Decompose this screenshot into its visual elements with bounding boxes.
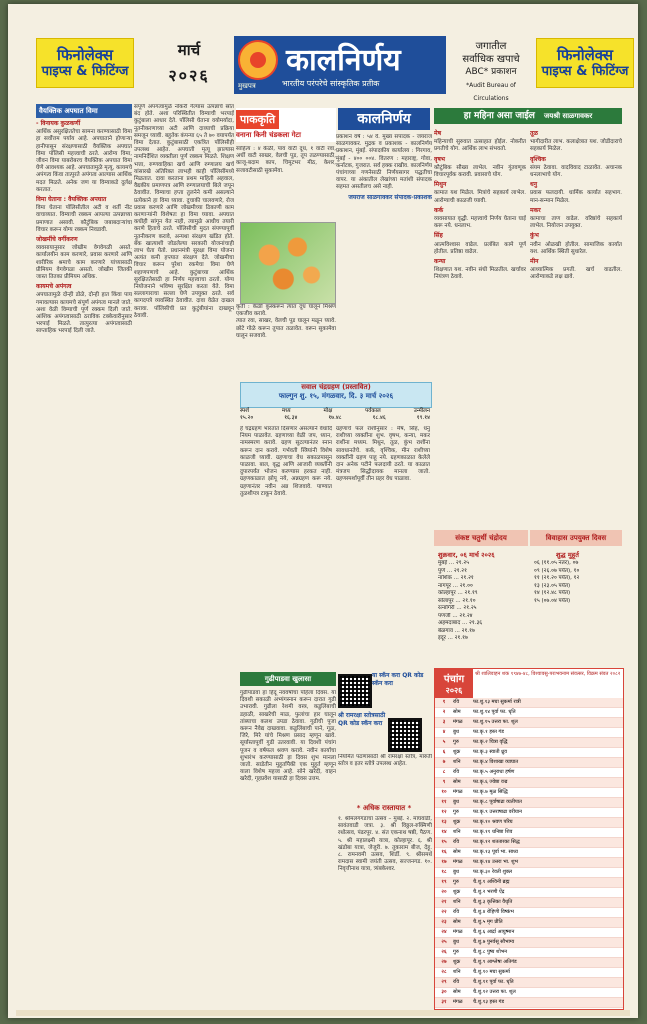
panchang-year: २०२६ [445,686,463,695]
panchang-row [435,818,623,828]
panchang-cell: १५ [441,839,447,845]
panchang-cell: ९ [442,779,446,785]
masthead [234,36,446,94]
qr-code-icon[interactable] [338,674,372,708]
sankasht-row: इंदूर ... २१.१७ [438,635,468,641]
panchang-row [435,898,623,908]
ad-product: पाइप्स & फिटिंग्ज [41,64,129,79]
qr-text: नियमित पठणासाठी श्री रामरक्षा स्तोत्र, मारुती स्तोत्र व इतर स्तोत्रे उपलब्ध आहेत. [338,754,432,768]
finolex-ad-right [536,38,634,88]
panchang-tag [435,669,473,698]
panchang-row [435,928,623,938]
panchang-cell: फा.शु.१५ उत्तरा फा. शूल [473,719,518,725]
panchang-cell: ३१ [441,999,447,1005]
sankasht-row: पणजी ... २१.२४ [438,612,473,619]
panchang-row [435,728,623,738]
panchang-cell: सोम [453,919,461,925]
panchang-cell: ७ [442,759,446,765]
finolex-ad-left [36,38,134,88]
panchang-cell: मंगळ [453,719,463,725]
adhik-text: १. श्रीमलंगगडाचा उत्सव – मुंबई. २. माघवाडी, सावंतवाडी जत्रा. ३. श्री विठ्ठल-रुक्मिणी रथोत्सव, पंढरपूर. ४. संत एकनाथ षष्ठी, पैठण. ५. श्री महालक्ष्मी यात्रा, कोल्हापूर. ६. श्री खंडोबा यात्रा, जेजुरी. ७. तुकाराम बीज, देहू. ८. रामनवमी उत्सव, शिर्डी. ९. श्रीसमर्थ रामदास स्वामी जयंती उत्सव, सज्जनगड. १०. निवृत्तीनाथ यात्रा, त्र्यंबकेश्वर. [338,816,432,873]
horoscope-text: कामात यश मिळेल. मित्रांचे सहकार्य लाभेल. आरोग्याची काळजी घ्यावी. [434,190,526,204]
panchang-cell: शनि [453,899,461,905]
recipe-ingredients [236,146,336,220]
panchang-cell: २१ [441,899,447,905]
month-forecast-author: जयश्री साळगावकर [544,112,593,120]
sun-logo-icon [238,40,278,80]
eclipse-header-row [240,408,430,415]
eclipse-col: मोक्ष [323,408,333,414]
vivah-row: १४ (१२.४८ पर्यंत) [534,590,571,596]
sankasht-table [438,560,528,643]
panchang-cell: २० [441,889,447,895]
recipe-logo: पाककृति [236,110,279,129]
panchang-cell: २ [442,709,446,715]
eclipse-value-row [240,415,430,422]
panchang-info: श्री शालिवाहन शक १९४७-४८, विश्वावसु-पराभवनाम संवत्सर, विक्रम संवत २०८२ [475,671,621,677]
panchang-cell: शुक्र [453,749,461,755]
article-insurance [36,104,132,1010]
eclipse-val: १७.४८ [328,415,342,421]
sign-label: कन्या [434,258,446,266]
sign-label: सिंह [434,232,443,240]
recipe-title: वनाना किनी चंडकला गेटा [236,131,301,139]
recipe-photo [240,222,336,304]
panchang-cell: १३ [441,819,447,825]
eclipse-val: १८.४६ [372,415,386,421]
panchang-cell: मंगळ [453,789,463,795]
sankasht-row: बेळगाव ... २१.१७ [438,627,475,634]
editorial-body: प्रकाशन वर्ष : ५४ वे. मुख्य संपादक - जयराज साळगावकर. मुद्रक व प्रकाशक - कालनिर्णय प्रकाशन, मुंबई. संपादकीय कार्यालय : गिरगाव, मुंबई - ४०० ००४. वितरण : महाराष्ट्र, गोवा, कर्नाटक, गुजरात. सर्व हक्क राखीव. कालनिर्णय पंचांगाच्या गणनेसाठी निर्णयसागर पद्धतीचा वापर. या अंकातील लेखांच्या मतांशी संपादक सहमत असतीलच असे नाही. [336,134,432,191]
panchang-cell: २४ [441,929,447,935]
panchang-cell: फा.कृ.१० श्रवण परिघ [473,819,513,825]
panchang-cell: बुध [453,869,459,875]
panchang-header [435,669,623,698]
article-author: - विनायक कुळकर्णी [36,120,81,127]
panchang-cell: रवि [453,839,460,845]
panchang-row [435,958,623,968]
month-forecast-title [434,108,622,124]
horoscope-text: संयम ठेवावा. वादविवाद टाळावेत. अचानक धनलाभाचे योग. [530,164,622,179]
panchang-cell: चै.शु.३ कृत्तिका वैधृति [473,899,513,905]
vivah-table [534,560,622,605]
panchang-cell: सोम [453,779,461,785]
panchang-cell: ३ [442,719,446,725]
panchang-cell: मंगळ [453,859,463,865]
sign-label: कुंभ [530,232,539,240]
panchang-cell: २२ [441,909,447,915]
panchang-cell: २६ [441,949,447,955]
panchang-row [435,748,623,758]
calendar-page [8,4,638,1018]
panchang-cell: फा.कृ.७ मूळ सिद्धि [473,789,508,795]
recipe-method [236,304,336,378]
vivah-title: विवाहास उपयुक्त दिवस [530,530,622,546]
horoscope-right [530,128,622,526]
panchang-cell: मंगळ [453,999,463,1005]
panchang-cell: शनि [453,829,461,835]
sankasht-row: सोलापूर ... २१.१० [438,597,476,604]
footer-strip [16,1010,630,1016]
vivah-row: ०९ (२६.०७ पर्यंत), १० [534,567,580,574]
panchang-rows [435,698,623,1008]
panchang-cell: २७ [441,959,447,965]
sankasht-title: संकष्ट चतुर्थी चंद्रोदय [434,530,528,546]
sign-label: तूळ [530,130,538,137]
article-subheading-2: जोखमींचे वर्गीकरण [36,236,78,244]
panchang-cell: १८ [441,869,447,875]
editorial-footer: जयराज साळगावकर संपादक-प्रकाशक [348,193,432,201]
panchang-cell: फा.कृ.३० रेवती शुक्ल [473,869,513,875]
panchang-cell: रवि [453,979,460,985]
sign-label: मिथुन [434,181,447,189]
adhik-title: * अधिक रास्तायात * [356,804,412,812]
panchang-row [435,738,623,748]
panchang-cell: १४ [441,829,447,835]
panchang-row [435,948,623,958]
horoscope-text: भागीदारीत लाभ. कलाक्षेत्रात यश. जोडीदाराचे सहकार्य मिळेल. [530,139,622,153]
panchang-cell: रवि [453,769,460,775]
sign-label: कर्क [434,206,444,214]
panchang-row [435,988,623,998]
panchang-cell: २८ [441,969,447,975]
panchang-row [435,838,623,848]
gudhipadwa-text: गुढीपाडवा हा हिंदू नववर्षाचा पहिला दिवस. या दिवशी सकाळी अभ्यंगस्नान करून दारात गुढी उभारावी. गुढीला रेशमी वस्त्र, कडुलिंबाची डहाळी, साखरेची माळ, फुलांचा हार घालून तांब्याचा कलश उपडा ठेवावा. गुढीची पूजा करून नैवेद्य दाखवावा. कडुलिंबाची पाने, गूळ, जिरे, मिरे यांचे मिश्रण प्रसाद म्हणून खावे. सूर्यास्तापूर्वी गुढी उतरवावी. या दिवशी पंचांग पूजन व वर्षफल श्रवण करावे. नवीन कार्याचा शुभारंभ करण्यासाठी हा दिवस शुभ मानला जातो. साडेतीन मुहूर्तांपैकी एक मुहूर्त म्हणून याला विशेष महत्त्व आहे. सोने खरेदी, वाहन खरेदी, गृहप्रवेश यासाठी हा दिवस उत्तम. [240,690,336,783]
sankasht-row: कोल्हापूर ... २१.१९ [438,590,478,596]
sign-label: मीन [530,258,539,266]
masthead-tagline: भारतीय परंपरेचे सांस्कृतिक प्रतीक [282,79,380,88]
panchang-cell: फा.कृ.४ विशाखा व्याघात [473,759,519,765]
eclipse-val: १६.३४ [284,415,298,421]
panchang-row [435,718,623,728]
horoscope-text: व्यवसायात वृद्धी. महत्त्वाचे निर्णय घेताना घाई करू नये. धनलाभ. [434,216,526,230]
panchang-cell: बुध [453,939,459,945]
eclipse-col: उन्मीलन [413,408,430,414]
pub-line2: सर्वाधिक खपाचे [462,54,520,65]
panchang-cell: चै.शु.४ रोहिणी विष्कंभ [473,909,514,915]
panchang-cell: सोम [453,989,461,995]
panchang-cell: मंगळ [453,929,463,935]
sankasht-row: रत्नागिरी ... २१.२५ [438,605,477,611]
panchang-cell: चै.शु.५ मृग प्रीति [473,919,503,925]
panchang-row [435,808,623,818]
panchang-row [435,708,623,718]
article-subheading-3: कायमचे अपंगत्व [36,283,72,291]
panchang-table [434,668,624,1010]
month-label [144,40,234,86]
article-body: विमा घेताना पॉलिसीतील अटी व शर्ती नीट वाचाव्यात. विम्याची रक्कम आपल्या उत्पन्नाच्या प्रमाणात असावी. कौटुंबिक जबाबदाऱ्यांचा विचार करून योग्य रक्कम निवडावी. [36,205,132,233]
eclipse-val: १९.१४ [416,415,430,421]
article-body: व्यवसायानुसार जोखीम वेगवेगळी असते. कार्यालयीन काम करणारे, प्रवास करणारे आणि शारीरिक श्रमाचे काम करणारे यांच्यासाठी प्रीमियम वेगवेगळा असतो. जोखीम जितकी जास्त तितका प्रीमियम अधिक. [36,245,132,281]
vivah-row: ०६ (११.०५ नंतर), ०७ [534,560,579,566]
eclipse-banner [240,382,432,408]
sankasht-date: शुक्रवार, ०६ मार्च २०२६ [438,551,495,559]
panchang-cell: चै.शु.२ भरणी ऐंद्र [473,889,505,895]
masthead-title: कालनिर्णय [286,43,401,78]
panchang-cell: गुरु [453,879,459,885]
panchang-cell: बुध [453,799,459,805]
article-body: आर्थिक असुरक्षिततेचा सामना करण्यासाठी विमा हा सर्वोत्तम पर्याय आहे. अपघाताने होणाऱ्या हानीपासून संरक्षणासाठी वैयक्तिक अपघात विमा पॉलिसी महत्त्वाची ठरते. आरोग्य विमा, जीवन विमा याबरोबरच वैयक्तिक अपघात विमा घेणे आवश्यक आहे. अपघातामुळे मृत्यू, कायमचे अपंगत्व किंवा तात्पुरते अपंगत्व आल्यास आर्थिक मदत मिळते. अनेक जण या विम्याकडे दुर्लक्ष करतात. [36,129,132,193]
panchang-cell: चै.शु.८ पुष्य शोभन [473,949,508,955]
panchang-row [435,888,623,898]
panchang-row [435,998,623,1008]
adhik-list [338,816,432,1006]
horoscope-text: कौटुंबिक सौख्य लाभेल. नवीन गुंतवणूक विचारपूर्वक करावी. प्रवासाचे योग. [434,164,526,179]
panchang-cell: चै.शु.१३ हस्त गंड [473,999,505,1005]
panchang-cell: ६ [442,749,446,755]
panchang-row [435,798,623,808]
horoscope-text: नवीन ओळखी होतील. सामाजिक कार्यात यश. आर्थिक स्थिती सुधारेल. [530,241,622,255]
panchang-tag-label: पंचांग [443,674,465,685]
sign-label: वृश्चिक [530,155,546,163]
masthead-small: मुखपत्र [238,82,256,90]
eclipse-date: फाल्गुन शु. १५, मंगळवार, दि. ३ मार्च २०२६ [278,392,394,400]
panchang-cell: शनि [453,969,461,975]
panchang-row [435,908,623,918]
recipe-caption: कृती : केळी कुस्करून त्यात दूध घालून मिश्रण एकजीव करावे. [236,304,336,318]
panchang-cell: ४ [442,729,446,735]
panchang-cell: शनि [453,759,461,765]
article-title: वैयक्तिक अपघात विमा [36,104,132,118]
panchang-cell: फा.कृ.८ पूर्वाषाढा व्यतीपात [473,799,522,805]
vivah-row: १५ (०७.०४ पर्यंत) [534,597,571,604]
panchang-cell: १० [441,789,447,795]
panchang-cell: चै.शु.९ आश्लेषा अतिगंड [473,959,517,965]
panchang-row [435,788,623,798]
vivah-subtitle: शुद्ध मुहूर्त [556,551,579,559]
month-name: मार्च [177,41,201,59]
eclipse-body: ग्रहणाचे फल राशीनुसार : मेष, सिंह, धनु राशीच्या व्यक्तींना शुभ. वृषभ, कन्या, मकर राशींना मध्यम. मिथुन, तूळ, कुंभ राशींना सावधानतेचे. कर्क, वृश्चिक, मीन राशीच्या व्यक्तींनी ग्रहण पाहू नये. ग्रहणकाळात केलेले दान अनेक पटीने फलदायी ठरते. या काळात मंत्रजप सिद्धीदायक मानला जातो. ग्रहणस्पर्शापूर्वी तीन प्रहर वेध पाळावा. [336,426,430,483]
panchang-cell: १७ [441,859,447,865]
panchang-cell: फा.कृ.१३ पूर्वा भा. साध्य [473,849,518,855]
eclipse-times [240,408,430,422]
publication-note [448,40,534,105]
horoscope-text: कामाचा ताण वाढेल. वरिष्ठांचे सहकार्य लाभेल. नियोजन उपयुक्त. [530,216,622,230]
horoscope-text: महिन्याची सुरुवात उत्साहात होईल. नोकरीत प्रगतीचे योग. आर्थिक लाभ संभवतो. [434,139,526,153]
panchang-cell: चै.शु.१० मघा सुकर्मा [473,969,510,975]
panchang-cell: १ [442,699,446,705]
panchang-cell: गुरु [453,809,459,815]
panchang-row [435,778,623,788]
panchang-row [435,698,623,708]
gudhipadwa-title: गुढीपाडवा खुलासा [240,672,336,686]
panchang-row [435,978,623,988]
panchang-cell: २९ [441,979,447,985]
panchang-row [435,938,623,948]
horoscope-text: आत्मविश्वास वाढेल. प्रलंबित कामे पूर्ण होतील. प्रतिष्ठा वाढेल. [434,241,526,255]
panchang-cell: फा.कृ.२ चित्रा वृद्धि [473,739,508,745]
pub-line3: ABC* प्रकाशन [465,67,517,77]
article-body: अपघातामुळे दोन्ही डोळे, दोन्ही हात किंवा पाय गमावल्यास कायमचे संपूर्ण अपंगत्व मानले जाते. अशा वेळी विम्याची पूर्ण रक्कम दिली जाते. आंशिक अपंगत्वासाठी ठराविक टक्केवारीनुसार भरपाई मिळते. तात्पुरत्या अपंगत्वासाठी साप्ताहिक भरपाई दिली जाते. [36,292,132,335]
year: २०२६ [168,66,210,85]
panchang-cell: शुक्र [453,959,461,965]
panchang-row [435,768,623,778]
sign-label: मेष [434,130,442,137]
panchang-cell: २३ [441,919,447,925]
panchang-cell: चै.शु.१२ उत्तरा फा. शूल [473,989,516,995]
ad-brand: फिनोलेक्स [556,46,614,64]
ad-brand: फिनोलेक्स [56,46,114,64]
eclipse-notes-right [336,426,430,666]
article-continued [134,104,234,1010]
horoscope-text: आध्यात्मिक प्रगती. खर्च वाढतील. आरोग्याकडे लक्ष द्यावे. [530,267,622,281]
panchang-cell: बुध [453,729,459,735]
panchang-cell: गुरु [453,739,459,745]
pub-audit: *Audit Bureau of Circulations [466,82,516,102]
panchang-cell: ३० [441,989,447,995]
horoscope-text: शिक्षणात यश. नवीन संधी मिळतील. खर्चावर नियंत्रण ठेवावे. [434,267,526,281]
panchang-cell: शुक्र [453,819,461,825]
article-subheading-1: विमा घेताना : वैयक्तिक अपघात [36,196,107,204]
panchang-cell: चै.शु.१ अश्विनी ब्रह्म [473,879,510,885]
vivah-row: १३ (२३.०५ पर्यंत) [534,582,571,589]
eclipse-val: १५.२० [240,415,254,421]
eclipse-body: हे चंद्रग्रहण भारतात दिसणार असल्याने वेधादि नियम पाळावेत. ग्रहणाच्या वेळी जप, ध्यान, नामस्मरण करावे. ग्रहण सुटल्यानंतर स्नान करून दान करावे. गर्भवती स्त्रियांनी विशेष काळजी घ्यावी. ग्रहणाचा वेध सकाळपासून पाळावा. बाल, वृद्ध आणि आजारी व्यक्तींनी दुपारपर्यंत भोजन करण्यास हरकत नाही. ग्रहणकाळात झोपू नये, अन्नग्रहण करू नये. ग्रहणानंतर नवीन अन्न शिजवावे. पाण्यात तुळशीपत्र टाकून ठेवावे. [240,426,332,497]
sankasht-row: नाशिक ... २१.२१ [438,575,474,581]
eclipse-col: पर्वकाल [365,408,381,414]
panchang-cell: गुरु [453,949,459,955]
panchang-row [435,968,623,978]
panchang-cell: फा.कृ.१२ शततारका सिद्ध [473,839,520,845]
recipe-body: साहित्य : ४ केळी, पाव वाटी दूध, १ वाटी रवा, अर्धी वाटी साखर, वेलची पूड, तूप तळण्यासाठी, काजू-बदाम काप, चिमूटभर मीठ, केशर, सजावटीसाठी सुकामेवा. [236,146,336,174]
panchang-row [435,858,623,868]
vivah-row: ११ (२१.२० पर्यंत), १२ [534,575,580,581]
sankasht-row: अहमदाबाद ... २१.३६ [438,620,483,626]
panchang-row [435,828,623,838]
eclipse-notes-left [240,426,332,666]
panchang-cell: १२ [441,809,447,815]
pub-line1: जगातील [475,41,507,52]
panchang-cell: २५ [441,939,447,945]
panchang-cell: फा.शु.१४ पूर्वा फा. धृति [473,709,516,715]
panchang-cell: फा.कृ.६ ज्येष्ठा वज्र [473,779,508,785]
eclipse-col: स्पर्श [240,408,250,414]
panchang-cell: सोम [453,709,461,715]
panchang-row [435,758,623,768]
panchang-cell: सोम [453,849,461,855]
panchang-cell: फा.शु.१३ मघा सुकर्मा रात्री [473,699,521,705]
sign-label: वृषभ [434,155,446,163]
panchang-cell: फा.कृ.११ धनिष्ठा शिव [473,829,513,835]
panchang-cell: ११ [441,799,447,805]
recipe-header [236,108,336,142]
sign-label: मकर [530,206,541,214]
panchang-row [435,918,623,928]
qr-note-2: श्री रामरक्षा स्तोत्रसाठी QR कोड स्कॅन करा [338,712,386,727]
month-forecast-heading: हा महिना असा जाईल [463,111,535,121]
recipe-body: त्यात रवा, साखर, वेलची पूड घालून मळून घ्यावे. छोटे गोळे करून तुपात तळावेत. वरून सुकामेवा घालून सजवावे. [236,318,336,339]
sankasht-row: मुंबई ... २१.२५ [438,560,470,566]
panchang-cell: १९ [441,879,447,885]
panchang-cell: चै.शु.६ आर्द्रा आयुष्मान [473,929,515,935]
eclipse-title: सवाल चंद्रग्रहण (प्रस्तावित) [301,383,371,391]
panchang-cell: फा.कृ.१४ उत्तरा भा. शुभ [473,859,518,865]
editorial-box [336,134,432,374]
panchang-cell: ८ [442,769,446,775]
header [16,28,630,100]
panchang-cell: चै.शु.११ पूर्वा फा. धृति [473,979,514,985]
sign-label: धनु [530,181,538,189]
gudhipadwa-body [240,690,336,1006]
horoscope-left [434,128,526,526]
sankasht-row: नागपूर ... २१.०० [438,582,473,589]
ad-product: पाइप्स & फिटिंग्ज [541,64,629,79]
panchang-cell: शुक्र [453,889,461,895]
sankasht-row: पुणे ... २१.२१ [438,567,468,574]
panchang-cell: ५ [442,739,446,745]
panchang-row [435,868,623,878]
qr-section-body [338,754,432,802]
qr-code-icon[interactable] [388,718,422,752]
panchang-cell: फा.कृ.५ अनुराधा हर्षण [473,769,515,775]
panchang-row [435,878,623,888]
panchang-cell: फा.कृ.३ स्वाती ध्रुव [473,749,507,755]
panchang-cell: रवि [453,909,460,915]
qr-note: या स्कॅन करा QR कोड स्कॅन करा [372,672,424,687]
panchang-row [435,848,623,858]
article-body: संपूर्ण अपंगत्वामुळे नोकरी गेल्यास उत्पन्नाचे स्रोत बंद होते. अशा परिस्थितीत विम्याची भरपाई कुटुंबाला आधार देते. पॉलिसी घेताना वयोमर्यादा, नूतनीकरणाच्या अटी आणि दाव्याची प्रक्रिया समजून घ्यावी. बहुतेक कंपन्या ६५ ते ७० वयापर्यंत विमा देतात. कुटुंबासाठी एकत्रित पॉलिसीही उपलब्ध आहेत. अपघाती मृत्यू झाल्यास नामनिर्देशित व्यक्तीला पूर्ण रक्कम मिळते. शिक्षण भत्ता, रुग्णवाहिका खर्च आणि रुग्णालय खर्च यांसारखे अतिरिक्त लाभही काही पॉलिसींमध्ये मिळतात. दावा करताना प्रथम माहिती अहवाल, वैद्यकीय प्रमाणपत्र आणि रुग्णालयाची बिले जपून ठेवावीत. विम्याचा हप्ता तुलनेने कमी असल्याने प्रत्येकाने हा विमा घ्यावा. दुचाकी चालवणारे, रोज प्रवास करणारे आणि जोखमीच्या ठिकाणी काम करणाऱ्यांनी विशेषतः हा विमा घ्यावा. अपघात कधीही सांगून येत नाही, त्यामुळे आधीच तयारी करणे हिताचे ठरते. पॉलिसीची मुदत संपण्यापूर्वी नूतनीकरण करावे, अन्यथा संरक्षण खंडित होते. बँक खात्याशी जोडलेल्या सरकारी योजनांचाही लाभ घेता येतो. प्रधानमंत्री सुरक्षा विमा योजना अत्यंत कमी हप्त्यात संरक्षण देते. जोखमीचा विचार करून पुरेशा रकमेचा विमा घेणे शहाणपणाचे आहे. कुटुंबाच्या आर्थिक सुरक्षिततेसाठी हा निर्णय महत्त्वाचा ठरतो. योग्य नियोजनाने भविष्य सुरक्षित करता येते. विमा सल्लागाराचा सल्ला घेणे उपयुक्त ठरते. सर्व कागदपत्रे व्यवस्थित ठेवावीत. दावा वेळेत दाखल करावा. पॉलिसीची प्रत कुटुंबीयांना दाखवून ठेवावी. [134,104,234,319]
eclipse-col: मध्य [281,408,291,414]
panchang-cell: १६ [441,849,447,855]
panchang-cell: फा.कृ.९ उत्तराषाढा वरीयान [473,809,522,815]
panchang-cell: चै.शु.७ पुनर्वसू सौभाग्य [473,939,515,945]
panchang-cell: रवि [453,699,460,705]
horoscope-text: प्रवास फलदायी. धार्मिक कार्यात सहभाग. मान-सन्मान मिळेल. [530,190,622,204]
kalnirnay-box-title: कालनिर्णय [338,108,430,130]
panchang-cell: फा.कृ.१ हस्त गंड [473,729,504,735]
